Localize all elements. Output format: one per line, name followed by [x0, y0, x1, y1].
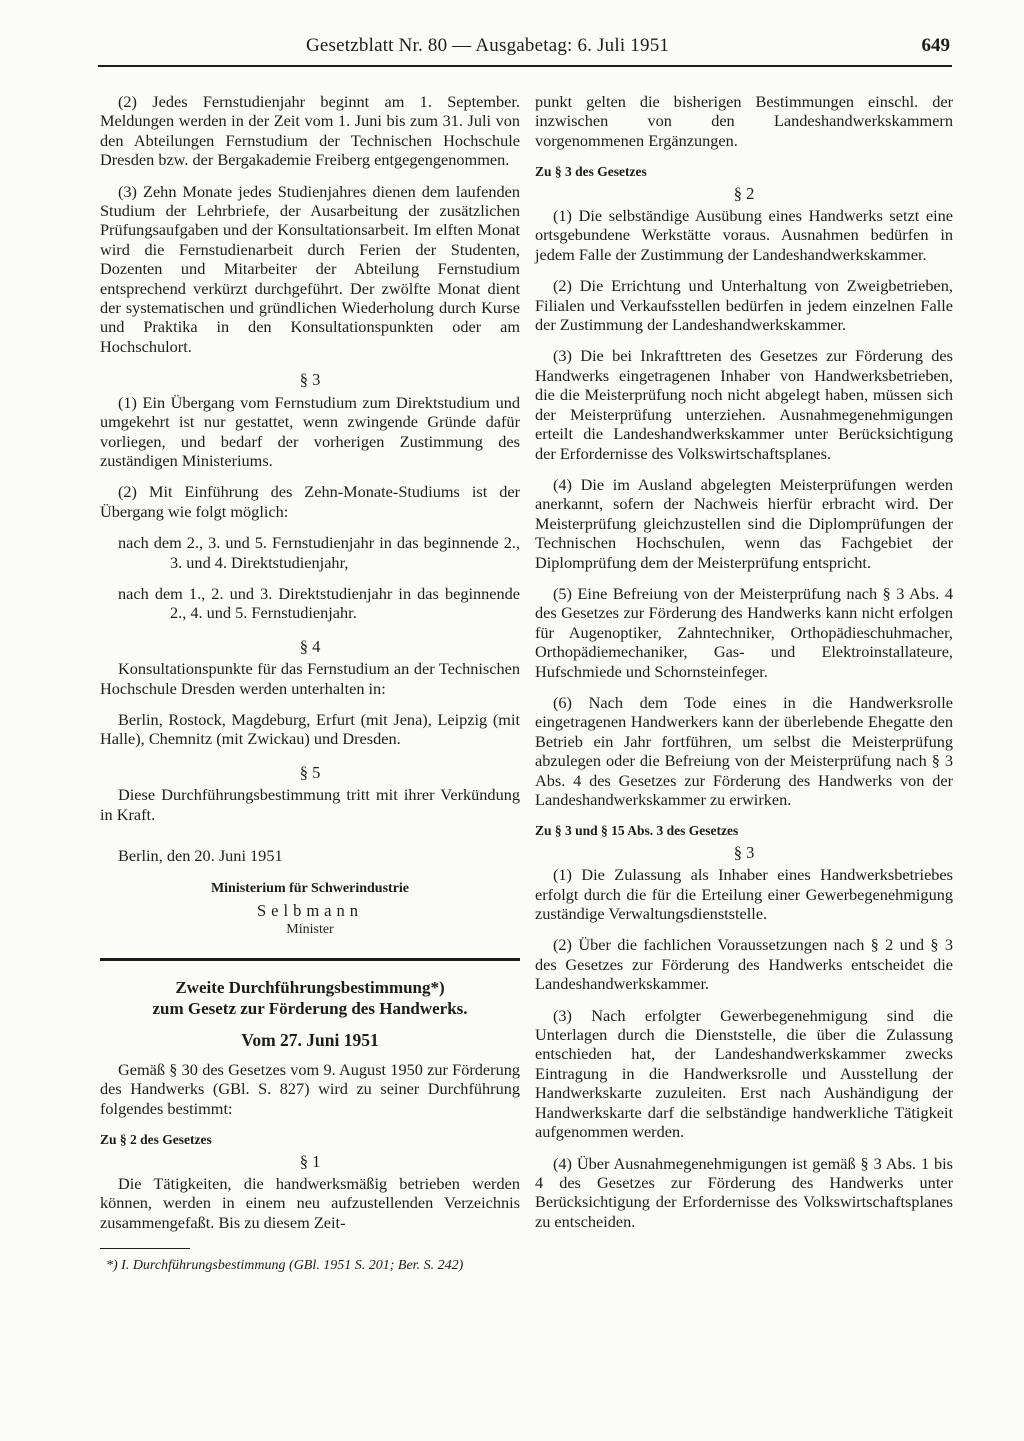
divider: [100, 958, 520, 961]
footnote: *) I. Durchführungsbestimmung (GBl. 1951 S. 201; Ber. S. 242): [106, 1258, 464, 1274]
paragraph: (4) Über Ausnahmegenehmigungen ist gemäß § 3 Abs. 1 bis 4 des Gesetzes zur Förderung des Handwerks unter Berücksichtigung der Erfordernisse des Volkswirtschaftsplanes zu entscheiden.: [535, 1153, 953, 1231]
section-heading: § 4: [299, 636, 321, 656]
footnote-divider: [100, 1248, 190, 1249]
subheading: Zu § 2 des Gesetzes: [100, 1132, 212, 1148]
paragraph: (2) Über die fachlichen Voraussetzungen nach § 2 und § 3 des Gesetzes zur Förderung des Handwerks entscheidet die Landeshandwerkskammer.: [535, 935, 953, 994]
section-heading: § 3: [733, 842, 755, 862]
decree-title-line: zum Gesetz zur Förderung des Handwerks.: [152, 998, 468, 1018]
paragraph: (1) Ein Übergang vom Fernstudium zum Direktstudium und umgekehrt ist nur gestattet, wenn zwingende Gründe dafür vorliegen, und bedarf der vorherigen Zustimmung des zuständigen Ministeriums.: [100, 392, 520, 470]
paragraph: Gemäß § 30 des Gesetzes vom 9. August 1950 zur Förderung des Handwerks (GBl. S. 827) wird zu seiner Durchführung folgendes bestimmt:: [100, 1060, 520, 1118]
place-date: Berlin, den 20. Juni 1951: [118, 846, 283, 865]
section-heading: § 3: [299, 370, 321, 390]
page-number: 649: [921, 35, 950, 56]
paragraph: (3) Nach erfolgter Gewerbegenehmigung sind die Unterlagen durch die Dienststelle, die über die Zulassung entschieden hat, der Landeshandwerkskammer zwecks Eintragung in die Handwerksrolle und Ausstellung der Handwerkskarte zuzuleiten. Erst nach Aushändigung der Handwerkskarte darf die selbständige handwerkliche Tätigkeit aufgenommen werden.: [535, 1005, 953, 1142]
ministry-name: Ministerium für Schwerindustrie: [210, 881, 410, 897]
paragraph: Konsultationspunkte für das Fernstudium an der Technischen Hochschule Dresden werden unterhalten in:: [100, 659, 520, 698]
decree-title-line: Zweite Durchführungsbestimmung*): [175, 977, 445, 997]
header-title: Gesetzblatt Nr. 80 — Ausgabetag: 6. Juli 1951: [306, 35, 670, 56]
paragraph: (2) Die Errichtung und Unterhaltung von Zweigbetrieben, Filialen und Verkaufsstellen bedürfen in jedem einzelnen Falle der Zustimmung der Landeshandwerkskammer.: [535, 276, 953, 335]
paragraph: Berlin, Rostock, Magdeburg, Erfurt (mit Jena), Leipzig (mit Halle), Chemnitz (mit Zwickau) und Dresden.: [100, 709, 520, 749]
page-header: [98, 31, 952, 67]
right-column: [535, 92, 953, 1243]
signer-title: Minister: [286, 922, 334, 938]
paragraph: (3) Zehn Monate jedes Studienjahres dienen dem laufenden Studium der Lehrbriefe, der Ausarbeitung der zusätzlichen Prüfungsaufgaben und der Konsultationsarbeit. Im elften Monat wird die Fernstudienarbeit durch Ferien der Studenten, Dozenten und Mitarbeiter der Abteilung Fernstudium entsprechend verkürzt durchgeführt. Der zwölfte Monat dient der systematischen und gründlichen Wiederholung durch Kurse und Praktika in den Konsultationspunkten oder am Hochschulort.: [100, 181, 520, 356]
paragraph: (6) Nach dem Tode eines in die Handwerksrolle eingetragenen Handwerkers kann der überlebende Ehegatte den Betrieb ein Jahr fortführen, um selbst die Meisterprüfung abzulegen oder die Befreiung von der Meisterprüfung nach § 3 Abs. 4 des Gesetzes zur Förderung des Handwerks von der Landeshandwerkskammer zu erwirken.: [535, 692, 953, 809]
subheading: Zu § 3 und § 15 Abs. 3 des Gesetzes: [535, 823, 739, 839]
signer-name: Selbmann: [257, 900, 363, 920]
paragraph: (1) Die selbständige Ausübung eines Handwerks setzt eine ortsgebundene Werkstätte voraus. Ausnahmen bedürfen in jedem Falle der Zustimmung der Landeshandwerkskammer.: [535, 206, 953, 264]
subheading: Zu § 3 des Gesetzes: [535, 164, 647, 180]
paragraph: Diese Durchführungsbestimmung tritt mit ihrer Verkündung in Kraft.: [100, 785, 520, 824]
paragraph: (2) Jedes Fernstudienjahr beginnt am 1. September. Meldungen werden in der Zeit vom 1. Juni bis zum 31. Juli von den Abteilungen Fernstudium der Technischen Hochschule Dresden bzw. der Bergakademie Freiberg entgegengenommen.: [100, 92, 520, 170]
decree-title: [100, 977, 520, 1019]
section-heading: § 2: [733, 183, 755, 203]
decree-date: Vom 27. Juni 1951: [241, 1029, 379, 1050]
list-item: nach dem 2., 3. und 5. Fernstudienjahr in das beginnende 2., 3. und 4. Direktstudienjahr,: [118, 533, 520, 572]
paragraph: (5) Eine Befreiung von der Meisterprüfung nach § 3 Abs. 4 des Gesetzes zur Förderung des Handwerks kann nicht erfolgen für Augenoptiker, Zahntechniker, Orthopädieschuhmacher, Orthopädiemechaniker, Gas- und Elektroinstallateure, Hufschmiede und Schornsteinfeger.: [535, 583, 953, 681]
left-column: [100, 92, 520, 1274]
paragraph: Die Tätigkeiten, die handwerksmäßig betrieben werden können, werden in einem neu aufzustellenden Verzeichnis zusammengefaßt. Bis zu diesem Zeit-: [100, 1174, 520, 1232]
paragraph: punkt gelten die bisherigen Bestimmungen einschl. der inzwischen von den Landeshandwerkskammern vorgenommenen Ergänzungen.: [535, 92, 953, 150]
section-heading: § 1: [299, 1151, 321, 1171]
paragraph: (3) Die bei Inkrafttreten des Gesetzes zur Förderung des Handwerks eingetragenen Inhaber von Handwerksbetrieben, die die Meisterprüfung noch nicht abgelegt haben, müssen sich der Meisterprüfung unterziehen. Ausnahmegenehmigungen erteilt die Landeshandwerkskammer unter Berücksichtigung der Erfordernisse des Volkswirtschaftsplanes.: [535, 346, 953, 463]
paragraph: (2) Mit Einführung des Zehn-Monate-Studiums ist der Übergang wie folgt möglich:: [100, 482, 520, 521]
section-heading: § 5: [299, 762, 321, 782]
list-item: nach dem 1., 2. und 3. Direktstudienjahr in das beginnende 2., 4. und 5. Fernstudienjahr.: [118, 583, 520, 623]
paragraph: (1) Die Zulassung als Inhaber eines Handwerksbetriebes erfolgt durch die für die Erteilung einer Gewerbegenehmigung zuständige Verwaltungsdienststelle.: [535, 865, 953, 924]
paragraph: (4) Die im Ausland abgelegten Meisterprüfungen werden anerkannt, sofern der Nachweis hierfür erbracht wird. Der Meisterprüfung gleichzustellen sind die Diplomprüfungen der Technischen Hochschulen, wenn das Fachgebiet der Diplomprüfung dem der Meisterprüfung entspricht.: [535, 474, 953, 572]
